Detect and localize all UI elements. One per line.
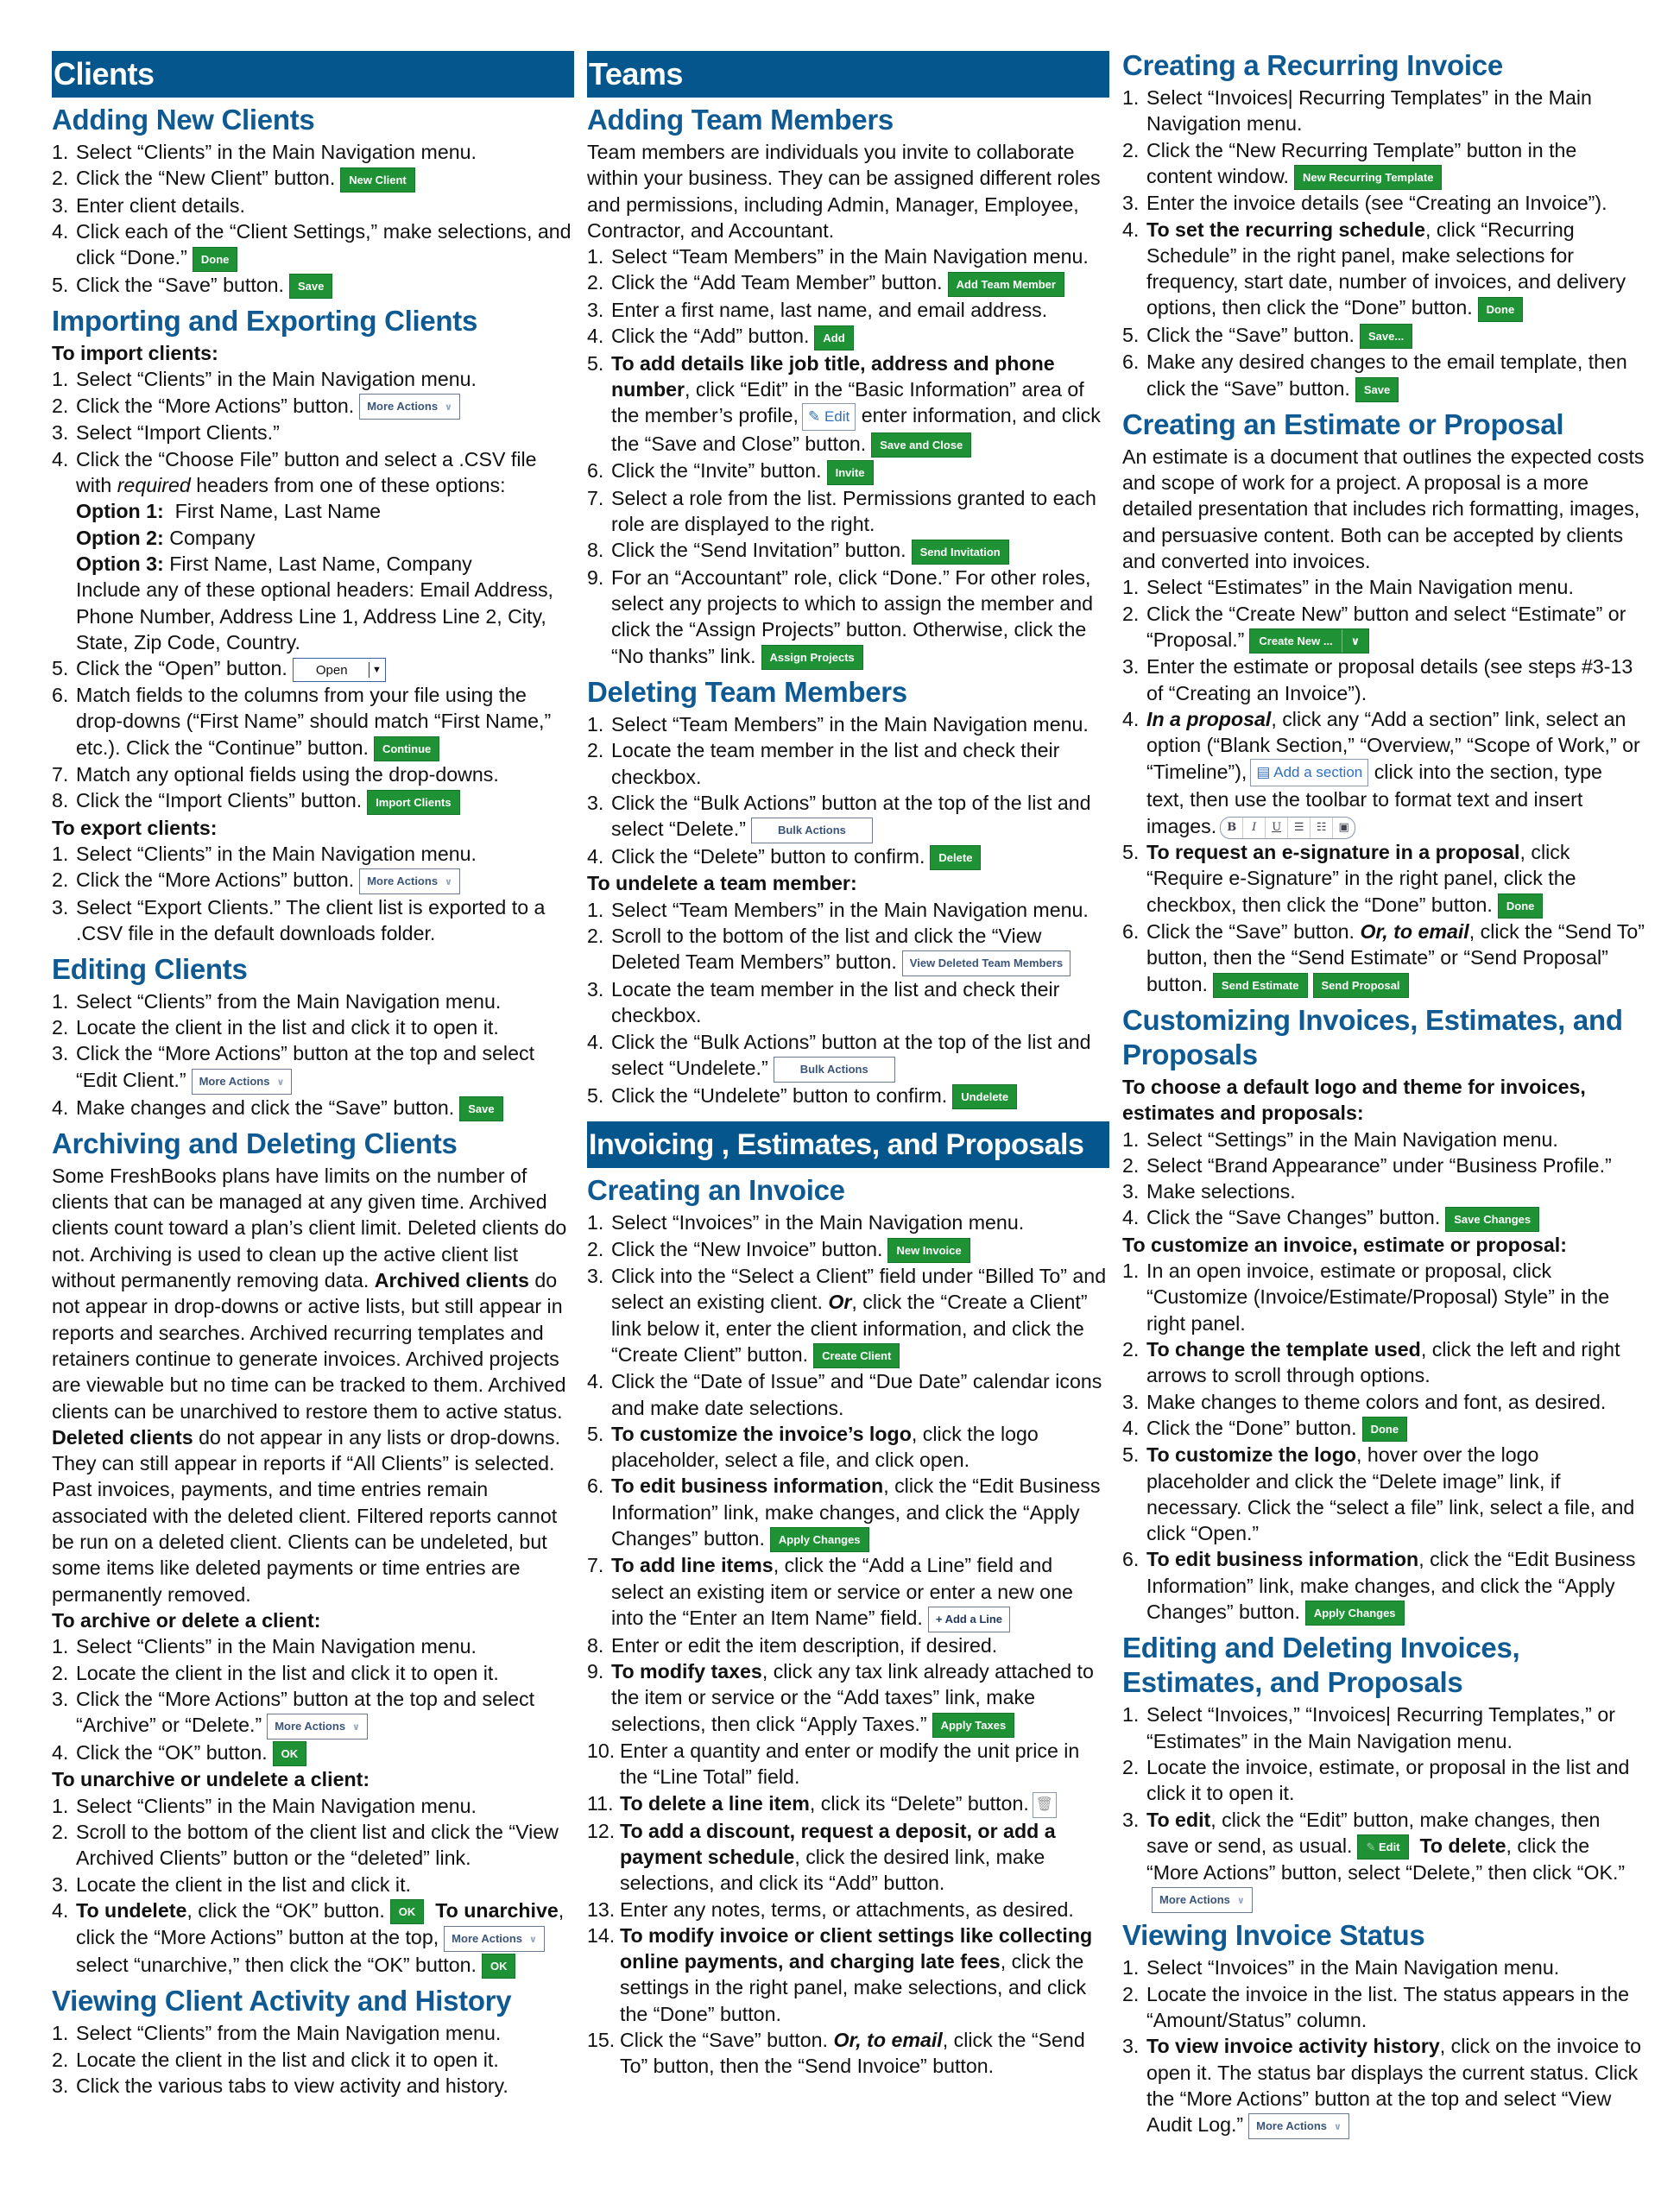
list-item: 9. To modify taxes, click any tax link already attached to the item or service or the “Add taxes” link, make selections, then click “Apply Taxes.” Apply Taxes (587, 1658, 1109, 1738)
archive-label: To archive or delete a client: (52, 1608, 321, 1632)
list-item: 1. Select “Estimates” in the Main Navigation menu. (1122, 576, 1574, 599)
import-steps (52, 366, 574, 814)
list-item: 3. Locate the team member in the list and check their checkbox. (587, 978, 1060, 1027)
team-intro: Team members are individuals you invite to collaborate within your business. They can be assigned different roles and permissions, including Admin, Manager, Employee, Contractor, and Accountant. (587, 141, 1101, 242)
chevron-down-icon: ∨ (1334, 2122, 1342, 2133)
list-item: 2. Scroll to the bottom of the client list and click the “View Archived Clients” button or the “deleted” link. (52, 1820, 559, 1870)
list-item: 1. Select “Clients” in the Main Navigation menu. (52, 141, 477, 163)
list-item: 2. Click the “New Client” button. New Client (52, 165, 574, 192)
invoice-steps (587, 1209, 1109, 2079)
chevron-down-icon: ∨ (276, 1077, 285, 1088)
heading-importing-exporting: Importing and Exporting Clients (52, 305, 478, 338)
new-invoice-button[interactable]: New Invoice (887, 1238, 969, 1263)
add-button[interactable]: Add (814, 325, 853, 350)
list-item: 9. For an “Accountant” role, click “Done.” For other roles, select any projects to which to assign the member and click the “Assign Projects” button. Otherwise, click the “No thanks” link. Assign Projects (587, 565, 1109, 670)
chevron-down-icon: ∨ (445, 877, 452, 888)
list-item: 3. Make changes to theme colors and font, as desired. (1122, 1390, 1607, 1413)
send-invitation-button[interactable]: Send Invitation (912, 540, 1009, 565)
heading-recurring-invoice: Creating a Recurring Invoice (1122, 49, 1503, 81)
list-item: 2. Click the “Add Team Member” button. Add Team Member (587, 269, 1109, 296)
list-item: 6. Click the “Invite” button. Invite (587, 458, 1109, 484)
chevron-down-icon[interactable]: ∨ (1350, 635, 1361, 648)
list-item: 4. Make changes and click the “Save” button. Save (52, 1095, 574, 1121)
editing-invoices-steps (1122, 1702, 1645, 1913)
heading-adding-new-clients: Adding New Clients (52, 104, 315, 136)
list-item: 3. Locate the client in the list and click it. (52, 1872, 411, 1896)
list-item: 3. Make selections. (1122, 1180, 1296, 1203)
undelete-label: To undelete a team member: (587, 872, 857, 895)
list-item: 1. Select “Invoices| Recurring Templates” in the Main Navigation menu. (1122, 86, 1592, 136)
save-button[interactable]: Save (459, 1096, 502, 1121)
invoice-status-steps (1122, 1954, 1645, 2139)
create-new-split-button[interactable]: Create New ... ∨ (1249, 628, 1369, 654)
list-item: 4. Click each of the “Client Settings,” make selections, and click “Done.” Done (52, 218, 574, 272)
list-item: 2. Click the “More Actions” button. More Actions ∨ (52, 393, 574, 420)
list-item: 3. To view invoice activity history, click on the invoice to open it. The status bar displays the current status. Click the “More Actions” button at the top and select “View Audit Log.” More Actions ∨ (1122, 2033, 1645, 2139)
done-button[interactable]: Done (1362, 1417, 1408, 1442)
list-item: 8. Enter or edit the item description, if desired. (587, 1633, 998, 1657)
list-item: 11. To delete a line item, click its “Delete” button. 🗑 (587, 1790, 1109, 1818)
save-and-close-button[interactable]: Save and Close (871, 433, 971, 458)
dropdown-arrow-icon: ▼ (369, 662, 382, 678)
list-item: 3. To edit, click the “Edit” button, make changes, then save or send, as usual. ✎ Edit To delete, click the “More Actions” button, select “Delete,” then click “OK.”More Actions ∨ (1122, 1807, 1645, 1914)
edit-button[interactable]: ✎ Edit (802, 403, 856, 431)
undelete-button[interactable]: Undelete (952, 1084, 1017, 1109)
list-item: 4. In a proposal, click any “Add a section” link, select an option (“Blank Section,” “Overview,” “Scope of Work,” or “Timeline”), ▤ Add a section click into the section, type text, then use the toolbar to format text and insert images. B I U ☰ ☷ ▣ (1122, 707, 1640, 837)
new-client-button[interactable]: New Client (340, 167, 414, 193)
list-item: 2. Locate the invoice in the list. The status appears in the “Amount/Status” column. (1122, 1982, 1629, 2032)
section-bar-clients: Clients (52, 51, 574, 98)
list-item: 4. Click the “Save Changes” button. Save Changes (1122, 1204, 1645, 1231)
list-item: 13. Enter any notes, terms, or attachments, as desired. (587, 1897, 1074, 1921)
list-item: 4. Click the “Add” button. Add (587, 323, 1109, 350)
list-item: 3. Enter the estimate or proposal details (see steps #3-13 of “Creating an Invoice”). (1122, 655, 1633, 704)
heading-client-activity: Viewing Client Activity and History (52, 1985, 512, 2017)
list-item: 1. Select “Clients” in the Main Navigation menu. (52, 368, 477, 391)
list-item: 2. Scroll to the bottom of the list and click the “View Deleted Team Members” button. View Deleted Team Members (587, 923, 1109, 976)
activity-steps (52, 2020, 574, 2099)
unarchive-label: To unarchive or undelete a client: (52, 1768, 370, 1791)
list-item: 6. Make any desired changes to the email template, then click the “Save” button. Save (1122, 349, 1645, 402)
more-actions-button[interactable]: More Actions ∨ (1152, 1887, 1253, 1913)
list-item: 6. To edit business information, click the “Edit Business Information” link, make changes, and click the “Apply Changes” button. Apply Changes (1122, 1546, 1645, 1626)
more-actions-button[interactable]: More Actions ∨ (359, 394, 460, 420)
plus-icon: + (935, 1612, 943, 1626)
list-item: 7. Select a role from the list. Permissions granted to each role are displayed to the right. (587, 486, 1096, 536)
list-item: 1. Select “Clients” in the Main Navigation menu. (52, 1794, 477, 1817)
list-item: 4. To undelete, click the “OK” button. OK To unarchive, click the “More Actions” button at the top, More Actions ∨ select “unarchive,” then click the “OK” button. OK (52, 1897, 574, 1979)
list-item: 2. Click the “Create New” button and select “Estimate” or “Proposal.” Create New ... ∨ (1122, 601, 1645, 654)
list-item: 2. Select “Brand Appearance” under “Business Profile.” (1122, 1153, 1612, 1177)
list-item: 1. Select “Invoices,” “Invoices| Recurring Templates,” or “Estimates” in the Main Navigation menu. (1122, 1703, 1615, 1752)
save-button[interactable]: Save (1355, 377, 1399, 402)
list-item: 2. Locate the client in the list and click it to open it. (52, 2048, 499, 2071)
deleting-team-steps (587, 711, 1109, 870)
list-item: 5. To customize the logo, hover over the logo placeholder and click the “Delete image” link, if necessary. Click the “select a file” link, select a file, and click “Open.” (1122, 1443, 1635, 1545)
add-team-member-button[interactable]: Add Team Member (948, 272, 1064, 297)
heading-editing-clients: Editing Clients (52, 952, 248, 985)
list-item: 6. Match fields to the columns from your file using the drop-downs (“First Name” should match “First Name,” etc.). Click the “Continue” button. Continue (52, 682, 574, 761)
heading-estimate-proposal: Creating an Estimate or Proposal (1122, 407, 1564, 440)
import-label: To import clients: (52, 342, 218, 365)
chevron-down-icon: ∨ (529, 1935, 537, 1946)
list-item: 4. Click the “Delete” button to confirm. Delete (587, 843, 1109, 870)
list-item: 2. To change the template used, click the left and right arrows to scroll through options. (1122, 1337, 1620, 1387)
bulk-actions-button[interactable]: Bulk Actions (774, 1057, 895, 1083)
done-button[interactable]: Done (1498, 893, 1544, 919)
recurring-steps (1122, 85, 1645, 402)
archive-steps (52, 1633, 574, 1766)
chevron-down-icon: ∨ (352, 1721, 360, 1733)
list-item: 5. To request an e-signature in a proposal, click “Require e-Signature” in the right panel, click the checkbox, then click the “Done” button. Done (1122, 839, 1645, 919)
list-item: 4. Click the “Choose File” button and select a .CSV file with required headers from one of these options: Option 1: First Name, Last Name Option 2: Company Option 3: First Name, Last Name, Company Include any of these optional headers: Email Address, Phone Number, Address Line 1, Address Line 2, City, State, Zip Code, Country. (52, 447, 553, 654)
list-item: 5. Click the “Undelete” button to confirm. Undelete (587, 1083, 1109, 1109)
add-a-section-button[interactable]: ▤ Add a section (1250, 759, 1368, 786)
list-item: 1. Select “Team Members” in the Main Navigation menu. (587, 898, 1089, 921)
section-bar-teams: Teams (587, 51, 1109, 98)
done-button[interactable]: Done (1478, 297, 1524, 322)
done-button[interactable]: Done (193, 247, 238, 272)
export-label: To export clients: (52, 816, 218, 839)
more-actions-button[interactable]: More Actions ∨ (359, 868, 460, 894)
list-item: 3. Select “Import Clients.” (52, 421, 280, 445)
list-item: 3. Click into the “Select a Client” field under “Billed To” and select an existing client. Or, click the “Create a Client” link below it, enter the client information, and click the “Create Client” button. Create Client (587, 1263, 1109, 1368)
customize-steps (1122, 1258, 1645, 1626)
list-item: 1. Select “Invoices” in the Main Navigation menu. (587, 1211, 1025, 1234)
save-changes-button[interactable]: Save Changes (1445, 1207, 1539, 1232)
export-steps (52, 841, 574, 947)
list-item: 4. Click the “Done” button. Done (1122, 1415, 1645, 1442)
list-item: 1. Select “Invoices” in the Main Navigation menu. (1122, 1956, 1560, 1979)
list-item: 3. Select “Export Clients.” The client list is exported to a .CSV file in the default downloads folder. (52, 896, 546, 945)
create-client-button[interactable]: Create Client (813, 1343, 900, 1368)
list-item: 3. Click the various tabs to view activity and history. (52, 2074, 508, 2098)
apply-changes-button[interactable]: Apply Changes (1305, 1601, 1405, 1626)
image-icon[interactable]: ▣ (1338, 820, 1349, 834)
underline-icon[interactable]: U (1266, 818, 1288, 838)
bold-icon[interactable]: B (1221, 818, 1243, 838)
list-item: 15. Click the “Save” button. Or, to email, click the “Send To” button, then the “Send Invoice” button. (587, 2029, 1085, 2078)
assign-projects-button[interactable]: Assign Projects (761, 645, 863, 670)
chevron-down-icon: ∨ (1236, 1896, 1245, 1907)
continue-button[interactable]: Continue (374, 736, 439, 761)
list-item: 14. To modify invoice or client settings like collecting online payments, and charging late fees, click the settings in the right panel, make selections, and click the “Done” button. (587, 1923, 1093, 2025)
heading-invoice-status: Viewing Invoice Status (1122, 1919, 1425, 1952)
undelete-team-steps (587, 897, 1109, 1110)
pencil-icon: ✎ (807, 408, 821, 425)
list-item: 10. Enter a quantity and enter or modify the unit price in the “Line Total” field. (587, 1740, 1080, 1789)
list-item: 5. Click the “Save” button. Save (52, 272, 574, 299)
list-item: 2. Locate the client in the list and click it to open it. (52, 1661, 499, 1684)
delete-button[interactable]: Delete (930, 845, 981, 870)
list-item: 12. To add a discount, request a deposit, or add a payment schedule, click the desired link, make selections, and click its “Add” button. (587, 1819, 1056, 1895)
list-item: 3. Click the “Bulk Actions” button at the top of the list and select “Delete.” Bulk Actions (587, 790, 1109, 843)
section-bar-invoicing: Invoicing , Estimates, and Proposals (587, 1121, 1109, 1168)
list-item: 3. Click the “More Actions” button at the top and select “Edit Client.” More Actions ∨ (52, 1040, 574, 1094)
edit-button[interactable]: ✎ Edit (1357, 1834, 1408, 1860)
list-item: 1. Select “Clients” from the Main Navigation menu. (52, 989, 502, 1013)
pencil-icon: ✎ (1366, 1841, 1376, 1854)
default-logo-label: To choose a default logo and theme for invoices, estimates and proposals: (1122, 1075, 1586, 1125)
save-button[interactable]: Save (289, 274, 332, 299)
more-actions-button[interactable]: More Actions ∨ (1248, 2113, 1349, 2139)
list-item: 5. To customize the invoice’s logo, click the logo placeholder, select a file, and click open. (587, 1422, 1039, 1472)
customize-label: To customize an invoice, estimate or proposal: (1122, 1233, 1567, 1256)
ok-button[interactable]: OK (273, 1741, 307, 1766)
list-item: 1. Select “Team Members” in the Main Navigation menu. (587, 245, 1089, 268)
list-item: 7. To add line items, click the “Add a Line” field and select an existing item or service or enter a new one into the “Enter an Item Name” field. + Add a Line (587, 1552, 1109, 1632)
send-estimate-button[interactable]: Send Estimate (1213, 973, 1308, 998)
open-button[interactable]: Open ▼ (293, 658, 386, 682)
list-item: 3. Enter the invoice details (see “Creating an Invoice”). (1122, 192, 1607, 215)
list-item: 4. Click the “Bulk Actions” button at the top of the list and select “Undelete.” Bulk Actions (587, 1029, 1109, 1083)
list-item: 2. Locate the team member in the list and check their checkbox. (587, 739, 1060, 788)
new-recurring-template-button[interactable]: New Recurring Template (1294, 165, 1442, 190)
import-clients-button[interactable]: Import Clients (367, 790, 459, 815)
format-toolbar (1220, 817, 1355, 839)
italic-icon[interactable]: I (1243, 818, 1266, 838)
list-item: 4. Click the “OK” button. OK (52, 1740, 574, 1766)
list-item: 2. Click the “New Invoice” button. New Invoice (587, 1236, 1109, 1263)
heading-customizing: Customizing Invoices, Estimates, and Proposals (1122, 1003, 1623, 1070)
numbered-list-icon[interactable]: ☷ (1311, 818, 1333, 838)
section-icon: ▤ (1256, 764, 1271, 781)
ok-button[interactable]: OK (482, 1954, 516, 1979)
list-item: 8. Click the “Import Clients” button. Import Clients (52, 787, 574, 814)
list-item: 1. In an open invoice, estimate or proposal, click “Customize (Invoice/Estimate/Proposal) Style” in the right panel. (1122, 1260, 1610, 1335)
list-item: 7. Match any optional fields using the drop-downs. (52, 763, 499, 786)
chevron-down-icon: ∨ (445, 402, 452, 414)
view-deleted-team-members-button[interactable]: View Deleted Team Members (902, 950, 1071, 976)
estimate-intro: An estimate is a document that outlines the expected costs and scope of work for a project. A proposal is a more detailed presentation that includes rich formatting, images, and persuasive content. Both can be accepted by clients and converted into invoices. (1122, 445, 1645, 573)
list-item: 3. Click the “More Actions” button at the top and select “Archive” or “Delete.” More Actions ∨ (52, 1686, 574, 1740)
column-invoices (1122, 43, 1645, 2139)
heading-creating-invoice: Creating an Invoice (587, 1174, 845, 1207)
column-teams-invoicing (587, 47, 1109, 2080)
invite-button[interactable]: Invite (827, 460, 874, 485)
heading-archiving-deleting: Archiving and Deleting Clients (52, 1127, 458, 1159)
more-actions-button[interactable]: More Actions ∨ (444, 1926, 545, 1952)
estimate-steps (1122, 574, 1645, 998)
list-item: 8. Click the “Send Invitation” button. Send Invitation (587, 537, 1109, 564)
adding-clients-steps (52, 139, 574, 299)
archiving-intro: Some FreshBooks plans have limits on the number of clients that can be managed at any given time. Archived clients count toward a plan’s client limit. Deleted clients do not. Archiving is used to clean up the active client list without permanently removing data. Archived clients do not appear in drop-downs or active lists, but still appear in reports and searches. Archived recurring templates and retainers continue to generate invoices. Archived projects are viewable but no time can be tracked to them. Archived clients can be unarchived to restore them to active status. Deleted clients do not appear in any lists or drop-downs. They can still appear in reports if “All Clients” is selected. Past invoices, payments, and time entries remain associated with the deleted client. Filtered reports cannot be run on a deleted client. Clients can be undeleted, but some items like deleted payments or time entries are permanently removed. (52, 1164, 567, 1606)
list-item: 1. Select “Clients” in the Main Navigation menu. (52, 842, 477, 865)
list-item: 4. To set the recurring schedule, click “Recurring Schedule” in the right panel, make selections for frequency, start date, number of invoices, and delivery options, then click the “Done” button. Done (1122, 217, 1645, 322)
list-item: 4. Click the “Date of Issue” and “Due Date” calendar icons and make date selections. (587, 1370, 1102, 1419)
list-item: 3. Enter a first name, last name, and email address. (587, 298, 1048, 321)
apply-changes-button[interactable]: Apply Changes (770, 1527, 869, 1552)
heading-deleting-team-members: Deleting Team Members (587, 675, 907, 708)
bullet-list-icon[interactable]: ☰ (1288, 818, 1311, 838)
list-item: 5. Click the “Save” button. Save... (1122, 322, 1645, 349)
adding-team-steps (587, 243, 1109, 670)
list-item: 5. To add details like job title, address and phone number, click “Edit” in the “Basic Information” area of the member’s profile, ✎ Edit enter information, and click the “Save and Close” button. Save and Close (587, 350, 1109, 458)
list-item: 1. Select “Team Members” in the Main Navigation menu. (587, 712, 1089, 736)
editing-clients-steps (52, 988, 574, 1121)
list-item: 1. Select “Clients” in the Main Navigation menu. (52, 1635, 477, 1658)
list-item: 6. To edit business information, click the “Edit Business Information” link, make changes, and click the “Apply Changes” button. Apply Changes (587, 1473, 1109, 1552)
more-actions-button[interactable]: More Actions ∨ (267, 1714, 368, 1740)
heading-adding-team-members: Adding Team Members (587, 104, 894, 136)
default-logo-steps (1122, 1127, 1645, 1232)
send-proposal-button[interactable]: Send Proposal (1313, 973, 1409, 998)
list-item: 2. Click the “New Recurring Template” button in the content window. New Recurring Template (1122, 137, 1645, 191)
list-item: 5. Click the “Open” button. Open ▼ (52, 655, 574, 682)
list-item: 6. Click the “Save” button. Or, to email, click the “Send To” button, then the “Send Estimate” or “Send Proposal” button. Send Estimate Send Proposal (1122, 919, 1645, 998)
unarchive-steps (52, 1793, 574, 1979)
list-item: 3. Enter client details. (52, 193, 245, 217)
apply-taxes-button[interactable]: Apply Taxes (932, 1713, 1015, 1738)
list-item: 2. Locate the invoice, estimate, or proposal in the list and click it to open it. (1122, 1755, 1630, 1805)
trash-icon[interactable]: 🗑 (1033, 1792, 1057, 1818)
list-item: 1. Select “Clients” from the Main Navigation menu. (52, 2022, 502, 2045)
save-ellipsis-button[interactable]: Save... (1360, 324, 1412, 349)
list-item: 1. Select “Settings” in the Main Navigation menu. (1122, 1127, 1558, 1151)
heading-editing-deleting-invoices: Editing and Deleting Invoices, Estimates, and Proposals (1122, 1632, 1520, 1699)
column-clients (52, 47, 574, 2099)
add-a-line-button[interactable]: + Add a Line (928, 1607, 1010, 1632)
more-actions-button[interactable]: More Actions ∨ (192, 1069, 293, 1095)
ok-button[interactable]: OK (390, 1899, 425, 1924)
list-item: 2. Click the “More Actions” button. More Actions ∨ (52, 867, 574, 894)
bulk-actions-button[interactable]: Bulk Actions (751, 818, 873, 843)
list-item: 2. Locate the client in the list and click it to open it. (52, 1016, 499, 1039)
